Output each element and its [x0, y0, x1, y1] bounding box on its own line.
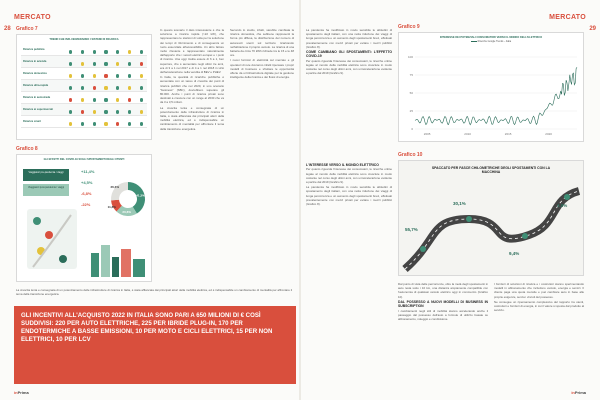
city-illustration [89, 239, 149, 279]
col5-para-a: I fornitori di soluzioni di ricarica e i costruttori stanno sperimentando modelli in abbonamento che includono veicolo, energia e servizi. Il cliente paga una quota mensile e può cambiare auto in base alle proprie esigenze, senza i vincoli del possesso. [494, 282, 584, 299]
grafico9-y-tick: 25 [409, 109, 413, 113]
col1-para-a: In questo scenario il dato interessante è che la soluzione a ricarica rapida (>22 kW), che rappresentano le stazioni di volta per la soluzione dei tempi di rifornimento e di conseguenza un ruolo essenziale all'accessibilità. Un altro fattore molto rilevante è rappresentato naturalmente dall'apporto che i veicoli elettrici europei e i punti di ricarica. Una oggi risulta essere di 6 a 1, ben superiore, che è aumentato negli ultimi tre anni, era di 3 a 1 nel 2017 e di 4 a 1 nel 2018 in virtù dell'accelerazione nella vendita di BEV e PHEV. [160, 28, 224, 75]
col1-para-c: La crescita lenta e consegnata di un potenziamento delle infrastrutture di ricarica in Italia, è stata affiancata dai principali attori della mobilità elettrica, ed è indispensabile un cambiamento di mentalità per affrontare il tema della transizione energetica. [160, 105, 224, 131]
text-column-1 [160, 28, 224, 290]
grafico8-donut-label: 26,3% [110, 184, 120, 189]
road-illustration [399, 179, 585, 275]
grafico9-legend [399, 40, 583, 43]
grafico8-donut-label: 20,6% [122, 209, 131, 214]
grafico10-pct-3: 9,4% [509, 251, 520, 256]
grafico7-row-label: Ricarica domestica [23, 72, 47, 75]
grafico8-stats [81, 169, 105, 213]
grafico8-title: GLI EFFETTI DEL COVID-19 SUGLI SPOSTAMENTI DEGLI UTENTI [43, 158, 125, 161]
grafico10-figure [398, 160, 584, 276]
grafico7-title: TREND CHE INFLUENZERANNO I SISTEMI DI RICARICA [49, 38, 119, 41]
grafico8-stat: +11,4% [81, 169, 95, 174]
grafico8-donut [105, 175, 151, 237]
col1-para-c-bottom: La crescita lenta e consegnata di un potenziamento delle infrastrutture di ricarica in Italia, è stata affiancata dai principali attori della mobilità elettrica, ed è indispensabile un cambiamento di mentalità per affrontare il tema della transizione energetica. [16, 288, 292, 297]
col2-para-a: Secondo lo studio, infatti, sarebbe cambiata la ricarica domestica, che sebbene rappresenti la forma più diffusa, la distribuzione del numero di autorevoli utenti sul territorio ricaricando nell'abitazione il proprio veicolo. La ricarica di una batteria da circa 70 kWh richiede tra le 15 e le 48 ore. [230, 28, 294, 58]
grafico9-label: Grafico 9 [398, 24, 420, 30]
grafico8-stat: +4,5% [81, 180, 93, 185]
grafico9-series-line [415, 67, 577, 124]
col3-para-c: Per quanto riguarda l'interesse dei consumatori, le ricerche online legate al mondo della mobilità elettrica sono cresciute in modo costante nel corso degli ultimi anni, con un'accelerazione evidente a partire dal 2019 (Grafico 9). [306, 167, 392, 185]
legend-line-swatch [471, 41, 477, 43]
grafico8-donut-label: 41,3% [136, 193, 145, 198]
footer-logo-left-b: Prima [17, 390, 29, 395]
col1-para-b: In Italia, la quantità di ricariche pubbliche è aumentata con un tasso di crescita dei punti di ricarica pubblici che nel 2020, in uno scenario "business" (SBC), dovrebbero superare gli 80.000. Anche i punti di ricarica privati sono destinati a crescere con un range al 2030 che va da 3 a 3,5 milioni. [160, 75, 224, 105]
text-column-3 [306, 28, 392, 160]
col3-para-a: La pandemia ha modificato in modo sensibile le abitudini di spostamento degli italiani, con una netta riduzione dei viaggi di lunga percorrenza e un aumento degli spostamenti brevi, effettuati prevalentemente con mezzi privati per evitare i mezzi pubblici (Grafico 8). [306, 28, 392, 49]
footer-logo-left [14, 390, 29, 395]
grafico7-level-dot [93, 122, 96, 125]
text-column-4 [398, 282, 488, 384]
grafico7-level-dot [128, 122, 131, 125]
grafico8-stat: -6,8% [81, 191, 92, 196]
grafico9-legend-text: Ricerche Google Trends – Italia [477, 40, 512, 43]
grafico7-figure [16, 34, 152, 140]
col4-para-a: Dal punto di vista delle percorrenze, oltre la metà degli spostamenti in auto resta sotto i 10 km, una distanza ampiamente compatibile con l'autonomia di qualsiasi veicolo elettrico oggi in commercio (Grafico 10). [398, 282, 488, 299]
footer-logo-right-b: Prima [574, 390, 586, 395]
grafico8-donut-label: 11,8% [107, 204, 116, 209]
grafico7-level-dot [140, 122, 143, 125]
grafico10-label: Grafico 10 [398, 152, 423, 158]
text-column-3b [306, 162, 392, 382]
footer-logo-left-a: in [14, 390, 18, 395]
grafico8-label: Grafico 8 [16, 146, 38, 152]
col4-heading: DAL POSSESSO A NUOVI MODELLI DI BUSINESS IN SUBSCRIPTION [398, 299, 488, 309]
col4-para-b: I cambiamenti negli stili di mobilità stanno accelerando anche il passaggio dal possesso dell'auto a formule di utilizzo basate su abbonamento, noleggio e condivisione. [398, 308, 488, 322]
grafico8-figure [16, 154, 152, 282]
col3-para-b: Per quanto riguarda l'interesse dei consumatori, le ricerche online legate al mondo della mobilità elettrica sono cresciute in modo costante nel corso degli ultimi anni, con un'accelerazione evidente a partire dal 2019 (Grafico 9). [306, 58, 392, 76]
grafico7-row-label: Ricarica ai supermercati [23, 108, 53, 111]
grafico9-x-tick: 2010 [464, 132, 471, 136]
grafico7-level-dot [116, 122, 119, 125]
page-number-left: 28 [4, 26, 11, 32]
spread-gutter [299, 0, 301, 400]
grafico8-box-pre: Viaggiatori pre-pandemia / viaggi [23, 169, 69, 181]
red-car-icon [45, 231, 53, 239]
page-number-right: 29 [589, 26, 596, 32]
marker-2-icon [466, 216, 472, 222]
grafico7-row-label: Ricarica smart [23, 120, 41, 123]
col3-para-d: La pandemia ha modificato in modo sensibile le abitudini di spostamento degli italiani, con una netta riduzione dei viaggi di lunga percorrenza e un aumento degli spostamenti brevi, effettuati prevalentemente con mezzi privati per evitare i mezzi pubblici (Grafico 8). [306, 185, 392, 207]
grafico9-x-tick: 2020 [545, 132, 552, 136]
col3-heading-1: COME CAMBIANO GLI SPOSTAMENTI: L'EFFETTO COVID-19 [306, 50, 392, 59]
grafico9-x-tick: 2005 [423, 132, 431, 136]
grafico7-row [21, 116, 147, 128]
grafico9-title: INTERESSE DEI POTENZIALI CONSUMATORI VERSO IL MONDO DELL'ELETTRICO [439, 36, 543, 39]
car-route-illustration [23, 201, 81, 277]
grafico8-stat: -22% [81, 202, 91, 207]
marker-3-icon [522, 233, 528, 239]
grafico7-row-label: Ricarica pubblica [23, 48, 45, 51]
col2-para-b: I nuovi fornitori di elettricità sul mercato e gli operatori di rete dovranno infatti ripensare i propri modelli di business e sfruttare le opportunità offerte da un'infrastruttura digitale per la gestione intelligente della ricarica e dei flussi di energia. [230, 58, 294, 80]
grafico7-level-dot [69, 122, 72, 125]
grafico7-row-label: Ricarica ultra-rapida [23, 84, 49, 87]
grafico9-y-tick: 0 [411, 127, 413, 131]
grafico10-pct-2: 30,1% [453, 201, 466, 206]
grafico10-title: SPACCATO PER FASCE CHILOMETRICHE DEGLI SPOSTAMENTI CON LA MACCHINA [431, 166, 551, 174]
green-car-icon [33, 217, 41, 225]
grafico9-y-tick: 100 [407, 55, 413, 59]
col5-para-b: Ne consegue un ripensamento complessivo del rapporto tra utenti, costruttori e fornitori di energia, in cui il valore si sposta dal prodotto al servizio. [494, 299, 584, 313]
grafico8-box-post: Viaggiatori post-pandemia / viaggi [23, 184, 69, 196]
col3-heading-2: L'INTERESSE VERSO IL MONDO ELETTRICO [306, 163, 379, 167]
section-header-right: MERCATO [549, 14, 586, 21]
grafico9-x-tick: 2015 [504, 132, 512, 136]
marker-4-icon [564, 194, 570, 200]
grafico9-figure [398, 32, 584, 142]
grafico10-pct-4: 4,8% [557, 203, 568, 208]
section-header-left: MERCATO [14, 14, 51, 21]
grafico10-pct-1: 55,7% [405, 227, 418, 232]
grafico9-y-tick: 50 [409, 91, 413, 95]
grafico7-row-label: Ricarica in autostrada [23, 96, 51, 99]
grafico7-label: Grafico 7 [16, 26, 38, 32]
marker-1-icon [420, 246, 426, 252]
grafico7-level-dot [81, 122, 84, 125]
grafico9-line-chart [403, 51, 581, 139]
teal-car-icon [59, 255, 67, 263]
highlight-box: GLI INCENTIVI ALL'ACQUISTO 2022 IN ITALIA SONO PARI A 650 MILIONI DI € COSÌ SUDDIVISI: 220 PER AUTO ELETTRICHE, 225 PER IBRIDE PLUG-IN, 170 PER ENDOTERMICHE A BASSE EMISSIONI, 10 PER MOTO E CICLI ELETTRICI, 15 PER NON ELETTRICI, 10 PER LCV [14, 306, 296, 384]
grafico7-table [21, 44, 147, 128]
grafico7-row-label: Ricarica in azienda [23, 60, 47, 63]
grafico9-y-tick: 75 [409, 73, 413, 77]
text-column-2 [230, 28, 294, 290]
footer-logo-right-a: in [571, 390, 575, 395]
grafico7-level-dot [104, 122, 107, 125]
footer-logo-right [571, 390, 586, 395]
text-column-5 [494, 282, 584, 384]
text-left-bottom [16, 288, 292, 302]
